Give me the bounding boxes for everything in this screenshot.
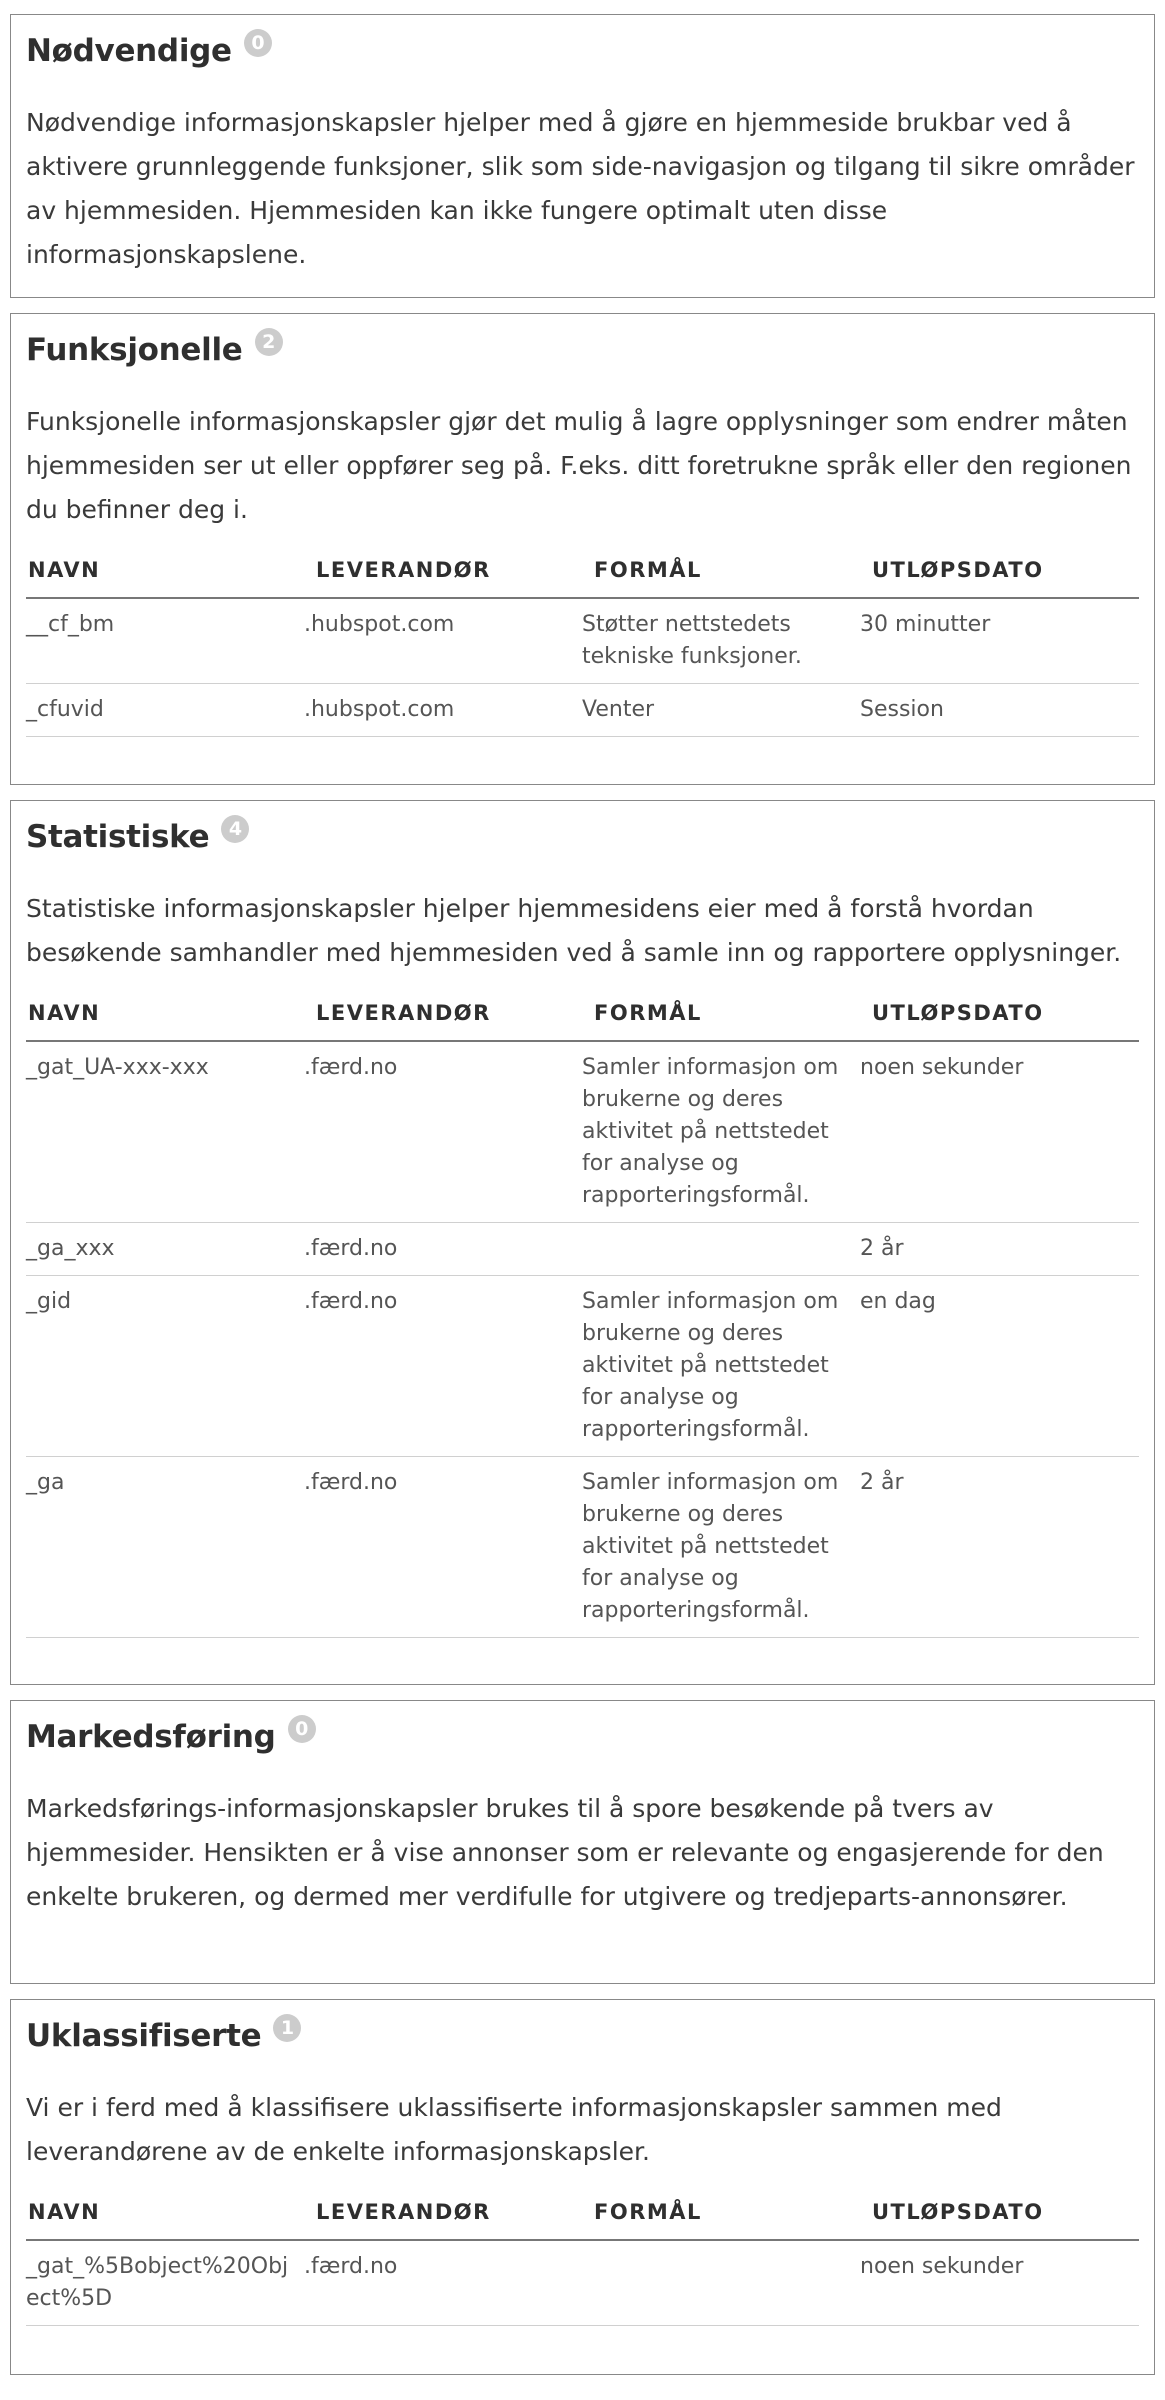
- cookie-name: __cf_bm: [26, 598, 304, 684]
- cookie-provider: .hubspot.com: [304, 684, 582, 737]
- cookie-provider: .færd.no: [304, 1223, 582, 1276]
- section-header[interactable]: [26, 314, 1139, 386]
- table-row: [26, 684, 1139, 737]
- cookie-count-badge: 2: [255, 328, 283, 356]
- section-description: Vi er i ferd med å klassifisere uklassifiserte informasjonskapsler sammen med leverandørene av de enkelte informasjonskapsler.: [26, 2093, 1002, 2166]
- table-row: [26, 598, 1139, 684]
- section-title: Markedsføring: [26, 1719, 276, 1755]
- cookie-purpose: Samler informasjon om brukerne og deres aktivitet på nettstedet for analyse og rapporteringsformål.: [582, 1457, 860, 1638]
- cookie-provider: .færd.no: [304, 2240, 582, 2326]
- cookie-purpose: Samler informasjon om brukerne og deres aktivitet på nettstedet for analyse og rapporteringsformål.: [582, 1041, 860, 1223]
- section-marketing: [10, 1700, 1155, 1984]
- section-description: Statistiske informasjonskapsler hjelper hjemmesidens eier med å forstå hvordan besøkende samhandler med hjemmesiden ved å samle inn og rapportere opplysninger.: [26, 894, 1122, 967]
- cookie-table: [26, 985, 1139, 1638]
- column-header-name: NAVN: [26, 985, 304, 1041]
- table-header-row: [26, 985, 1139, 1041]
- column-header-purpose: FORMÅL: [582, 2184, 860, 2240]
- column-header-provider: LEVERANDØR: [304, 2184, 582, 2240]
- cookie-count-badge: 1: [273, 2014, 301, 2042]
- column-header-provider: LEVERANDØR: [304, 542, 582, 598]
- cookie-count-badge: 0: [244, 29, 272, 57]
- section-header[interactable]: [26, 2000, 1139, 2072]
- section-title: Nødvendige: [26, 33, 232, 69]
- cookie-expiry: Session: [860, 684, 1139, 737]
- cookie-expiry: 2 år: [860, 1457, 1139, 1638]
- cookie-purpose: Venter: [582, 684, 860, 737]
- cookie-expiry: noen sekunder: [860, 2240, 1139, 2326]
- table-row: [26, 1276, 1139, 1457]
- cookie-name: _gat_UA-xxx-xxx: [26, 1041, 304, 1223]
- cookie-count-badge: 0: [288, 1715, 316, 1743]
- column-header-purpose: FORMÅL: [582, 542, 860, 598]
- cookie-expiry: en dag: [860, 1276, 1139, 1457]
- cookie-purpose: Samler informasjon om brukerne og deres aktivitet på nettstedet for analyse og rapporteringsformål.: [582, 1276, 860, 1457]
- section-description: Markedsførings-informasjonskapsler brukes til å spore besøkende på tvers av hjemmesider. Hensikten er å vise annonser som er relevante og engasjerende for den enkelte brukeren, og dermed mer verdifulle for utgivere og tredjeparts-annonsører.: [26, 1794, 1104, 1911]
- cookie-name: _gat_%5Bobject%20Object%5D: [26, 2240, 304, 2326]
- cookie-expiry: 2 år: [860, 1223, 1139, 1276]
- cookie-name: _ga: [26, 1457, 304, 1638]
- column-header-purpose: FORMÅL: [582, 985, 860, 1041]
- table-header-row: [26, 542, 1139, 598]
- section-statistics: [10, 800, 1155, 1685]
- table-row: [26, 1041, 1139, 1223]
- cookie-count-badge: 4: [221, 815, 249, 843]
- column-header-provider: LEVERANDØR: [304, 985, 582, 1041]
- column-header-expiry: UTLØPSDATO: [860, 542, 1139, 598]
- column-header-name: NAVN: [26, 542, 304, 598]
- cookie-provider: .færd.no: [304, 1041, 582, 1223]
- section-title: Uklassifiserte: [26, 2018, 262, 2054]
- cookie-expiry: 30 minutter: [860, 598, 1139, 684]
- section-header[interactable]: [26, 801, 1139, 873]
- section-necessary: [10, 14, 1155, 298]
- section-header[interactable]: [26, 15, 1139, 87]
- cookie-provider: .færd.no: [304, 1276, 582, 1457]
- cookie-purpose: [582, 1223, 860, 1276]
- section-description: Funksjonelle informasjonskapsler gjør det mulig å lagre opplysninger som endrer måten hjemmesiden ser ut eller oppfører seg på. F.eks. ditt foretrukne språk eller den regionen du befinner deg i.: [26, 407, 1132, 524]
- section-unclassified: [10, 1999, 1155, 2375]
- table-row: [26, 1223, 1139, 1276]
- table-row: [26, 2240, 1139, 2326]
- column-header-expiry: UTLØPSDATO: [860, 985, 1139, 1041]
- cookie-expiry: noen sekunder: [860, 1041, 1139, 1223]
- table-header-row: [26, 2184, 1139, 2240]
- cookie-name: _cfuvid: [26, 684, 304, 737]
- section-functional: [10, 313, 1155, 785]
- table-row: [26, 1457, 1139, 1638]
- column-header-expiry: UTLØPSDATO: [860, 2184, 1139, 2240]
- cookie-purpose: [582, 2240, 860, 2326]
- column-header-name: NAVN: [26, 2184, 304, 2240]
- cookie-table: [26, 542, 1139, 737]
- cookie-name: _ga_xxx: [26, 1223, 304, 1276]
- section-title: Statistiske: [26, 819, 210, 855]
- cookie-provider: .hubspot.com: [304, 598, 582, 684]
- section-description: Nødvendige informasjonskapsler hjelper med å gjøre en hjemmeside brukbar ved å aktivere grunnleggende funksjoner, slik som side-navigasjon og tilgang til sikre områder av hjemmesiden. Hjemmesiden kan ikke fungere optimalt uten disse informasjonskapslene.: [26, 108, 1135, 269]
- cookie-table: [26, 2184, 1139, 2326]
- cookie-provider: .færd.no: [304, 1457, 582, 1638]
- cookie-purpose: Støtter nettstedets tekniske funksjoner.: [582, 598, 860, 684]
- section-title: Funksjonelle: [26, 332, 243, 368]
- cookie-name: _gid: [26, 1276, 304, 1457]
- section-header[interactable]: [26, 1701, 1139, 1773]
